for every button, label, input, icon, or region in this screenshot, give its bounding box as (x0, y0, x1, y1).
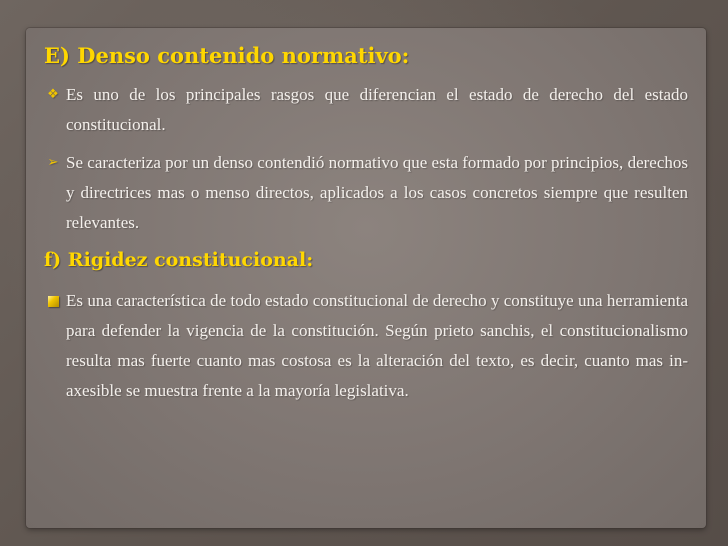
section-e-bullet-1-text: Es uno de los principales rasgos que diferencian el estado de derecho del estado constitucional. (66, 85, 688, 134)
arrow-bullet-icon: ➢ (47, 155, 59, 170)
section-f-bullet-1-text: Es una característica de todo estado constitucional de derecho y constituye una herramienta para defender la vigencia de la constitución. Según prieto sanchis, el constitucionalismo resulta mas fuerte cuanto mas costosa es la alteración del texto, es decir, cuanto mas in-axesible se muestra frente a la mayoría legislativa. (66, 291, 688, 400)
section-f-heading: f) Rigidez constitucional: (44, 249, 314, 271)
slide-content (44, 42, 688, 414)
section-e-bullet-1 (44, 80, 688, 140)
section-f-bullet-1 (44, 286, 688, 406)
square-bullet-icon (44, 286, 62, 316)
section-e-bullet-2 (44, 148, 688, 238)
section-e-bullet-2-text: Se caracteriza por un denso contendió normativo que esta formado por principios, derechos y directrices mas o menso directos, aplicados a los casos concretos siempre que resulten relevantes. (66, 153, 688, 232)
section-e-heading: E) Denso contenido normativo: (44, 43, 410, 68)
diamond-bullet-icon: ❖ (47, 87, 59, 102)
